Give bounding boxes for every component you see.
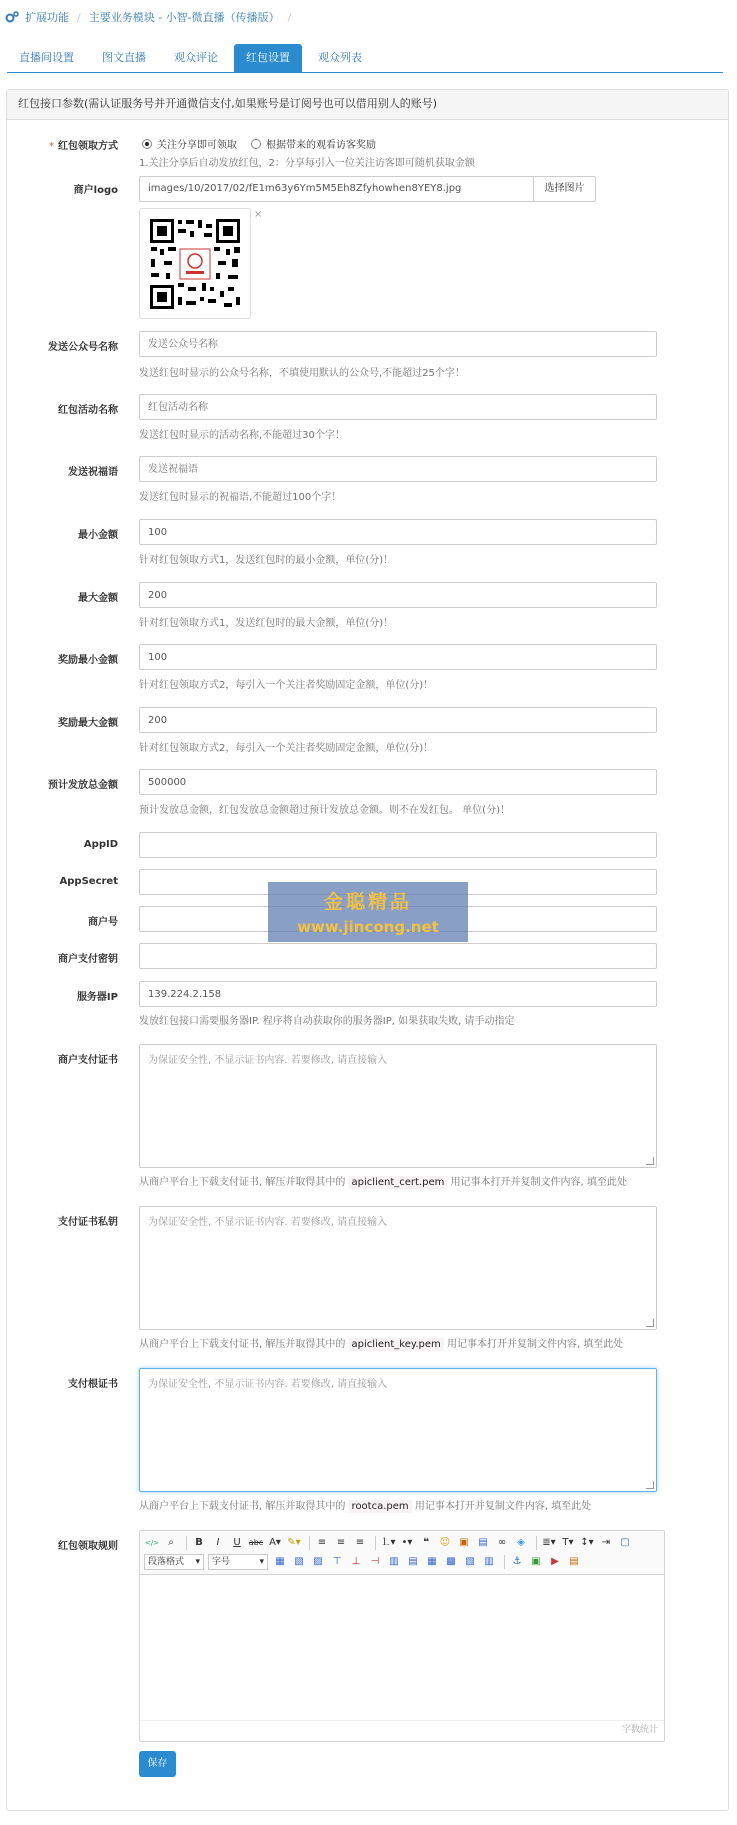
activity-name-help: 发送红包时显示的活动名称,不能超过30个字！: [139, 430, 345, 441]
image-icon[interactable]: ▣: [459, 1537, 469, 1548]
root-cert-placeholder: 为保证安全性, 不显示证书内容. 若要修改, 请直接输入: [148, 1379, 388, 1390]
qr-code-image: [148, 217, 242, 311]
sender-name-label: 发送公众号名称: [48, 342, 118, 353]
appid-input[interactable]: [139, 832, 657, 858]
method-radio-group: [142, 136, 376, 151]
tab-graphic-live[interactable]: 图文直播: [102, 51, 146, 64]
toolbar-divider: [309, 1536, 310, 1550]
logo-path-input[interactable]: images/10/2017/02/fE1m63y6Ym5M5Eh8Zfyhowhen8YEY8.jpg: [139, 176, 533, 202]
reward-min-input[interactable]: [139, 644, 657, 670]
line-height-icon[interactable]: ↕▾: [580, 1537, 594, 1548]
root-cert-help: 从商户平台上下载支付证书, 解压并取得其中的 rootca.pem 用记事本打开并复制文件内容, 填至此处: [139, 1501, 592, 1512]
fullscreen-icon[interactable]: ▢: [620, 1537, 630, 1548]
table-insert-icon[interactable]: ▦: [275, 1556, 285, 1567]
blockquote-icon[interactable]: ❝: [423, 1537, 429, 1548]
toolbar-divider: [504, 1555, 505, 1569]
select-image-button[interactable]: 选择图片: [533, 176, 596, 202]
word-count: 字数统计: [140, 1720, 664, 1740]
method-help: 1.关注分享后自动发放红包，2：分享每引入一位关注访客即可随机获取金额: [139, 158, 475, 169]
tab-red-packet-settings[interactable]: 红包设置: [234, 44, 302, 73]
logo-input-group: [139, 176, 596, 202]
breadcrumb: [5, 8, 299, 26]
cert-placeholder: 为保证安全性, 不显示证书内容. 若要修改, 请直接输入: [148, 1055, 388, 1066]
tab-audience-list[interactable]: 观众列表: [318, 51, 362, 64]
remove-image-icon[interactable]: ×: [254, 209, 263, 220]
resize-handle[interactable]: [646, 1319, 654, 1327]
breadcrumb-separator: /: [77, 10, 81, 24]
paragraph-format-select[interactable]: 段落格式 ▾: [144, 1554, 204, 1570]
breadcrumb-item-extensions[interactable]: 扩展功能: [25, 11, 69, 24]
anchor-icon[interactable]: ⚓: [512, 1556, 522, 1567]
eraser-icon[interactable]: ◈: [517, 1537, 525, 1548]
total-budget-help: 预计发放总金额，红包发放总金额超过预计发放总金额。则不在发红包。 单位(分)！: [139, 805, 510, 816]
merge-cells-icon[interactable]: ▥: [389, 1556, 399, 1567]
insert-video-icon[interactable]: ▶: [551, 1556, 559, 1567]
watermark-url: www.jincong.net: [297, 918, 439, 936]
underline-icon[interactable]: U: [233, 1537, 241, 1548]
activity-name-label: 红包活动名称: [58, 405, 118, 416]
resize-handle[interactable]: [646, 1481, 654, 1489]
italic-icon[interactable]: I: [216, 1537, 220, 1548]
appid-label: AppID: [83, 839, 118, 850]
max-amount-input[interactable]: [139, 582, 657, 608]
toolbar-divider: [536, 1536, 537, 1550]
cert-key-textarea[interactable]: [139, 1206, 657, 1330]
reward-min-help: 针对红包领取方式2，每引入一个关注者奖励固定金额，单位(分)！: [139, 680, 434, 691]
wishing-label: 发送祝福语: [68, 467, 118, 478]
cert-help: 从商户平台上下载支付证书, 解压并取得其中的 apiclient_cert.pem 用记事本打开并复制文件内容, 填至此处: [139, 1177, 627, 1188]
strikethrough-icon[interactable]: abc: [248, 1538, 264, 1547]
server-ip-input[interactable]: [139, 981, 657, 1007]
insert-col-icon[interactable]: ⊣: [370, 1556, 380, 1567]
method-label: * 红包领取方式: [49, 141, 118, 152]
toolbar-divider: [375, 1536, 376, 1550]
wishing-help: 发送红包时显示的祝福语,不能超过100个字！: [139, 492, 342, 503]
save-button[interactable]: 保存: [139, 1751, 176, 1777]
tab-live-room-settings[interactable]: 直播间设置: [19, 51, 74, 64]
font-color-icon[interactable]: A▾: [269, 1537, 281, 1548]
file-icon[interactable]: ▤: [478, 1537, 488, 1548]
total-budget-input[interactable]: [139, 769, 657, 795]
tab-bar: [7, 44, 723, 73]
breadcrumb-item-module[interactable]: 主要业务模块 - 小智-微直播（传播版）: [88, 11, 280, 24]
delete-row-icon[interactable]: ⊥: [351, 1556, 361, 1567]
appsecret-label: AppSecret: [59, 876, 118, 887]
sender-name-input[interactable]: [139, 331, 657, 357]
toolbar-divider: [186, 1536, 187, 1550]
ordered-list-icon[interactable]: ⒈▾: [380, 1537, 396, 1548]
cert-key-help: 从商户平台上下载支付证书, 解压并取得其中的 apiclient_key.pem 用记事本打开并复制文件内容, 填至此处: [139, 1339, 624, 1350]
tab-audience-comments[interactable]: 观众评论: [174, 51, 218, 64]
logo-label: 商户logo: [73, 185, 118, 196]
split-rows-icon[interactable]: ▧: [465, 1556, 475, 1567]
mch-id-label: 商户号: [88, 917, 118, 928]
cert-key-label: 支付证书私钥: [58, 1217, 118, 1228]
gear-icon: [5, 10, 19, 24]
split-cols-icon[interactable]: ▥: [484, 1556, 494, 1567]
highlight-icon[interactable]: ✎▾: [287, 1537, 301, 1548]
emoji-icon[interactable]: ☺: [439, 1537, 451, 1548]
resize-handle[interactable]: [646, 1157, 654, 1165]
table-delete-icon[interactable]: ▧: [294, 1556, 304, 1567]
pay-key-input[interactable]: [139, 943, 657, 969]
total-budget-label: 预计发放总金额: [48, 780, 118, 791]
radio-visitor-reward[interactable]: [251, 139, 261, 149]
server-ip-help: 发放红包接口需要服务器IP. 程序将自动获取你的服务器IP, 如果获取失败, 请手动指定: [139, 1016, 515, 1027]
reward-max-input[interactable]: [139, 707, 657, 733]
cert-filename: apiclient_cert.pem: [349, 1176, 448, 1189]
pay-key-label: 商户支付密钥: [58, 954, 118, 965]
editor-toolbar: [140, 1531, 664, 1575]
preview-icon[interactable]: ⌕: [168, 1537, 174, 1548]
rules-rich-editor: [139, 1530, 665, 1742]
merge-down-icon[interactable]: ▦: [427, 1556, 437, 1567]
link-icon[interactable]: ∞: [497, 1537, 507, 1548]
align-center-icon[interactable]: ≡: [336, 1537, 346, 1548]
wishing-input[interactable]: [139, 456, 657, 482]
reward-max-label: 奖励最大金额: [58, 718, 118, 729]
cert-key-placeholder: 为保证安全性, 不显示证书内容. 若要修改, 请直接输入: [148, 1217, 388, 1228]
merge-right-icon[interactable]: ▤: [408, 1556, 418, 1567]
sender-name-help: 发送红包时显示的公众号名称，不填使用默认的公众号,不能超过25个字！: [139, 368, 465, 379]
logo-thumbnail: [139, 208, 251, 319]
align-right-icon[interactable]: ≡: [355, 1537, 365, 1548]
paragraph-spacing-icon[interactable]: ≣▾: [542, 1537, 556, 1548]
insert-row-above-icon[interactable]: ⊤: [332, 1556, 342, 1567]
bold-icon[interactable]: B: [195, 1537, 203, 1548]
panel-heading: 红包接口参数(需认证服务号并开通微信支付,如果账号是订阅号也可以借用别人的账号): [7, 90, 728, 120]
unordered-list-icon[interactable]: •▾: [401, 1537, 413, 1548]
root-cert-label: 支付根证书: [68, 1379, 118, 1390]
rules-label: 红包领取规则: [58, 1541, 118, 1552]
activity-name-input[interactable]: [139, 394, 657, 420]
font-format-icon[interactable]: T▾: [562, 1537, 574, 1548]
split-cells-icon[interactable]: ▩: [446, 1556, 456, 1567]
editor-content-area[interactable]: [140, 1575, 664, 1720]
radio-visitor-reward-label[interactable]: 根据带来的观看访客奖励: [266, 140, 376, 151]
attachment-icon[interactable]: ▤: [569, 1556, 579, 1567]
max-amount-help: 针对红包领取方式1，发送红包时的最大金额，单位(分)！: [139, 618, 394, 629]
root-cert-filename: rootca.pem: [349, 1500, 412, 1513]
watermark-title: 金聪精品: [323, 891, 412, 913]
breadcrumb-separator: /: [287, 10, 292, 24]
radio-follow-share-label[interactable]: 关注分享即可领取: [157, 140, 237, 151]
source-code-icon[interactable]: </>: [144, 1539, 160, 1547]
insert-image-icon[interactable]: ▣: [531, 1556, 541, 1567]
cert-textarea[interactable]: [139, 1044, 657, 1168]
min-amount-label: 最小金额: [78, 530, 118, 541]
min-amount-help: 针对红包领取方式1，发送红包时的最小金额，单位(分)！: [139, 555, 394, 566]
indent-icon[interactable]: ⇥: [601, 1537, 611, 1548]
required-mark: *: [49, 141, 54, 152]
radio-follow-share[interactable]: [142, 139, 152, 149]
min-amount-input[interactable]: [139, 519, 657, 545]
root-cert-textarea[interactable]: [139, 1368, 657, 1492]
server-ip-label: 服务器IP: [76, 992, 118, 1003]
cert-label: 商户支付证书: [58, 1055, 118, 1066]
cert-key-filename: apiclient_key.pem: [349, 1338, 444, 1351]
font-size-select[interactable]: 字号 ▾: [208, 1554, 268, 1570]
max-amount-label: 最大金额: [78, 593, 118, 604]
watermark: [268, 882, 468, 942]
reward-max-help: 针对红包领取方式2，每引入一个关注者奖励固定金额，单位(分)！: [139, 743, 434, 754]
table-props-icon[interactable]: ▨: [313, 1556, 323, 1567]
reward-min-label: 奖励最小金额: [58, 655, 118, 666]
align-left-icon[interactable]: ≡: [317, 1537, 327, 1548]
